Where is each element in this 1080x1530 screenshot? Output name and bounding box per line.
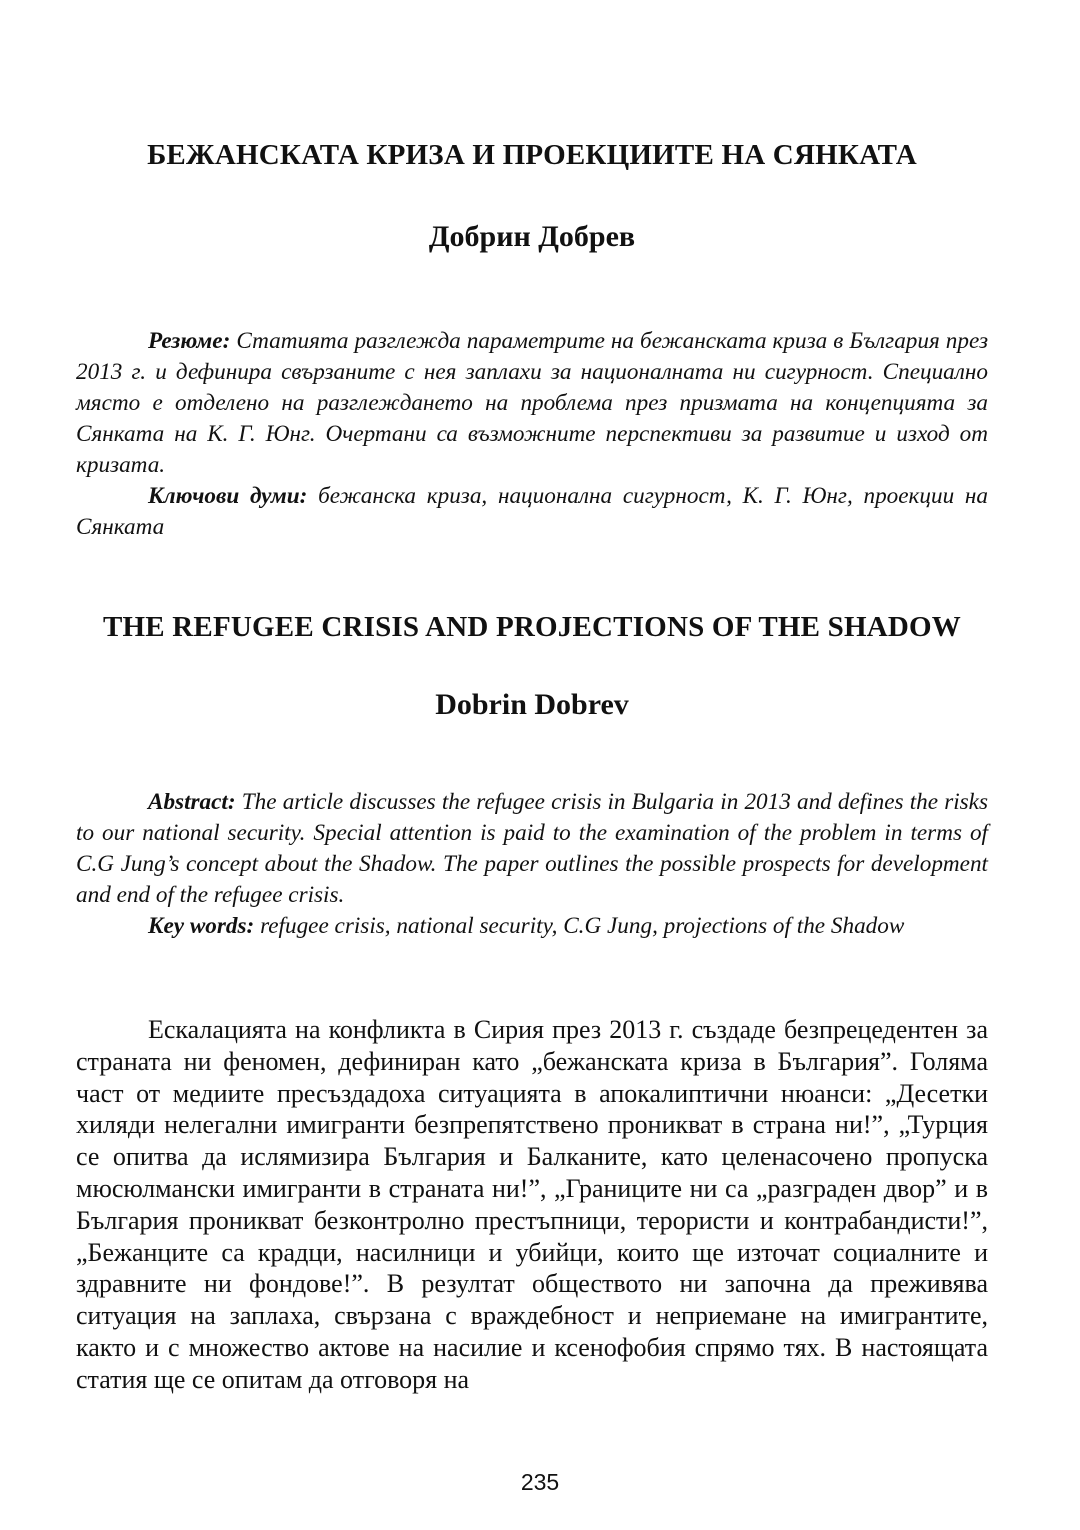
english-title: THE REFUGEE CRISIS AND PROJECTIONS OF THE SHADOW [102, 611, 962, 643]
bulgarian-abstract-text: Статията разглежда параметрите на бежанската криза в България през 2013 г. и дефинира свързаните с нея заплахи за националната ни сигурност. Специално място е отделено на разглеждането на проблема през призмата на концепцията за Сянката на К. Г. Юнг. Очертани са възможните перспективи за развитие и изход от кризата. [76, 328, 988, 478]
english-abstract-label: Abstract: [148, 789, 236, 815]
bulgarian-title: БЕЖАНСКАТА КРИЗА И ПРОЕКЦИИТЕ НА СЯНКАТА [147, 139, 917, 171]
english-abstract-text: The article discusses the refugee crisis in Bulgaria in 2013 and defines the risks to our national security. Special attention is paid to the examination of the problem in terms of C.G Jung’s concept about the Shadow. The paper outlines the possible prospects for development and end of the refugee crisis. [76, 789, 988, 908]
english-keywords [76, 911, 988, 942]
bulgarian-keywords-text: бежанска криза, национална сигурност, К. Г. Юнг, проекции на Сянката [76, 483, 988, 540]
english-author: Dobrin Dobrev [435, 688, 629, 721]
english-keywords-text: refugee crisis, national security, C.G Jung, projections of the Shadow [260, 913, 905, 939]
bulgarian-abstract-label: Резюме: [148, 328, 231, 354]
bulgarian-keywords-label: Ключови думи: [148, 483, 308, 509]
page-number: 235 [520, 1469, 560, 1495]
bulgarian-abstract-block [76, 326, 988, 543]
english-keywords-label: Key words: [148, 913, 255, 939]
body-text [76, 1014, 988, 1396]
bulgarian-keywords [76, 481, 988, 543]
body-paragraph: Ескалацията на конфликта в Сирия през 2013 г. създаде безпрецедентен за страната ни феномен, дефиниран като „бежанската криза в България”. Голяма част от медиите пресъздадоха ситуацията в апокалиптични нюанси: „Десетки хиляди нелегални имигранти безпрепятствено проникват в страна ни!”, „Турция се опитва да ислямизира България и Балканите, като целенасочено пропуска мюсюлмански имигранти в страната ни!”, „Границите ни са „разграден двор” и в България проникват безконтролно престъпници, терористи и контрабандисти!”, „Бежанците са крадци, насилници и убийци, които ще източат социалните и здравните ни фондове!”. В резултат обществото ни започна да преживява ситуация на заплаха, свързана с враждебност и неприемане на имигрантите, както и с множество актове на насилие и ксенофобия спрямо тях. В настоящата статия ще се опитам да отговоря на [76, 1015, 988, 1394]
bulgarian-author: Добрин Добрев [428, 220, 636, 253]
bulgarian-abstract [76, 326, 988, 481]
english-abstract [76, 787, 988, 911]
english-abstract-block [76, 787, 988, 942]
